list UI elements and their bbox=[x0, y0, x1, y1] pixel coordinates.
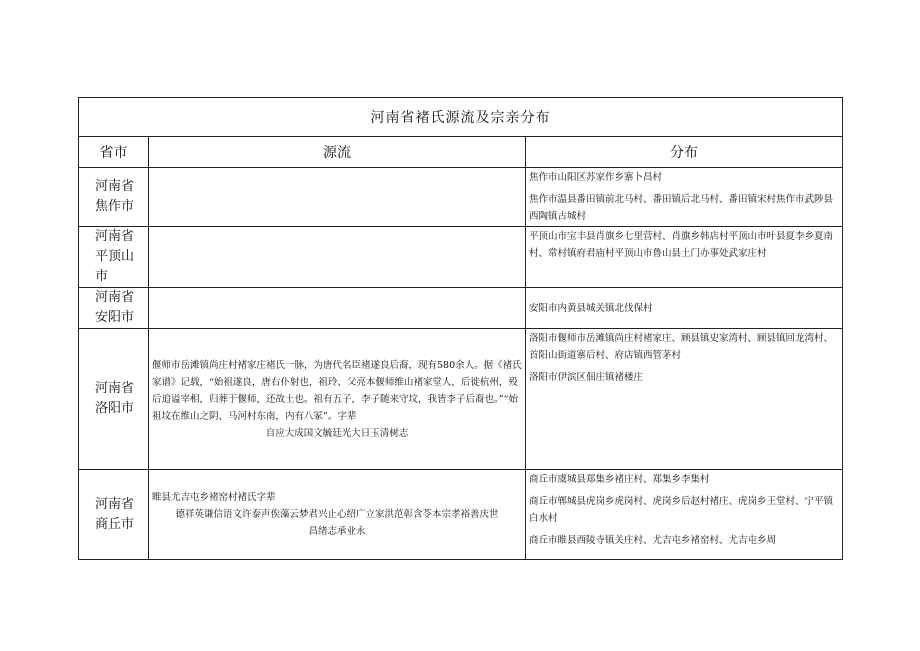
distribution-line: 商丘市虞城县郑集乡褚庄村、郑集乡李集村 bbox=[529, 474, 710, 485]
table-row bbox=[79, 470, 843, 560]
origin-text: 偃师市岳滩镇尚庄村褚家庄褚氏一脉，为唐代名臣褚遂良后裔，现有580余人。据《褚氏家谱》记载，“始祖遂良，唐右仆射也，祖玲、父亮本偃师维山褚家堂人，后徙杭州，殁后追谥宰相，归葬于偃师，还故土也。祖有五子，李子随来守坟，我皆李子后裔也。”“始祖坟在维山之阴、马河村东南，内有八冢”。字辈 bbox=[152, 359, 522, 422]
distribution-line: 安阳市内黄县城关镇北伐保村 bbox=[529, 302, 653, 314]
table-row bbox=[79, 168, 843, 227]
distribution-line: 洛阳市偃师市岳滩镇尚庄村褚家庄、顾县镇史家湾村、顾县镇回龙湾村、首阳山街道寨后村、府店镇西管茅村 bbox=[529, 333, 834, 361]
origin-cell bbox=[149, 329, 526, 470]
origin-cell bbox=[149, 288, 526, 329]
generation-names: 自应大成国文毓廷光大日玉清树志 bbox=[265, 427, 409, 439]
table-title: 河南省褚氏源流及宗亲分布 bbox=[79, 98, 843, 137]
distribution-line: 焦作市山阳区苏家作乡寨卜昌村 bbox=[529, 172, 663, 183]
origin-cell bbox=[149, 168, 526, 227]
distribution-line: 商丘市睢县西陵寺镇关庄村、尤吉屯乡褚窑村、尤吉屯乡周 bbox=[529, 535, 777, 546]
table-row bbox=[79, 329, 843, 470]
distribution-cell bbox=[526, 168, 843, 227]
province-cell: 河南省商丘市 bbox=[79, 470, 149, 560]
distribution-cell bbox=[526, 329, 843, 470]
province-cell: 河南省洛阳市 bbox=[79, 329, 149, 470]
generation-names: 德祥英谦信语文许泰声俟藻云梦君兴止心绍广立家洪范彰含苓本宗孝裕善庆世 bbox=[175, 509, 499, 520]
province-cell: 河南省安阳市 bbox=[79, 288, 149, 329]
header-origin: 源流 bbox=[149, 137, 526, 168]
origin-text: 睢县尤吉屯乡褚窑村褚氏字辈 bbox=[152, 492, 276, 503]
distribution-line: 洛阳市伊滨区佃庄镇褚楼庄 bbox=[529, 372, 644, 383]
distribution-line: 焦作市温县番田镇前北马村、番田镇后北马村、番田镇宋村焦作市武陟县西陶镇古城村 bbox=[529, 194, 834, 222]
table-row bbox=[79, 227, 843, 288]
province-cell: 河南省平顶山市 bbox=[79, 227, 149, 288]
origin-cell bbox=[149, 470, 526, 560]
distribution-line: 平顶山市宝丰县肖旗乡七里营村、肖旗乡韩店村平顶山市叶县夏李乡夏南村、常村镇府君庙村平顶山市鲁山县土门办事处武家庄村 bbox=[529, 231, 834, 259]
generation-names: 昌绪志承业永 bbox=[308, 526, 366, 537]
header-distribution: 分布 bbox=[526, 137, 843, 168]
table-row bbox=[79, 288, 843, 329]
origin-cell bbox=[149, 227, 526, 288]
distribution-cell bbox=[526, 227, 843, 288]
distribution-line: 商丘市郸城县虎岗乡虎岗村、虎岗乡后赵村褚庄、虎岗乡王堂村、宁平镇白水村 bbox=[529, 496, 834, 524]
distribution-cell bbox=[526, 470, 843, 560]
distribution-cell bbox=[526, 288, 843, 329]
province-cell: 河南省焦作市 bbox=[79, 168, 149, 227]
clan-distribution-table bbox=[78, 97, 843, 560]
header-province: 省市 bbox=[79, 137, 149, 168]
